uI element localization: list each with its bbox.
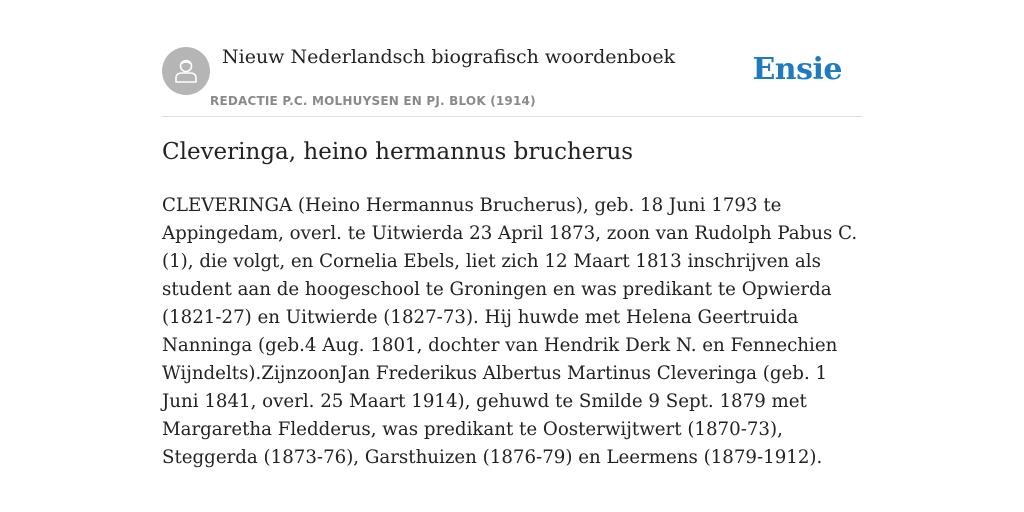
source-editors: REDACTIE P.C. MOLHUYSEN EN PJ. BLOK (1914) xyxy=(210,94,536,108)
avatar[interactable] xyxy=(162,47,210,95)
entry-body: CLEVERINGA (Heino Hermannus Brucherus), geb. 18 Juni 1793 te Appingedam, overl. te Uitwierda 23 April 1873, zoon van Rudolph Pabus C. (1), die volgt, en Cornelia Ebels, liet zich 12 Maart 1813 inschrijven als student aan de hoogeschool te Groningen en was predikant te Opwierda (1821-27) en Uitwierde (1827-73). Hij huwde met Helena Geertruida Nanninga (geb.4 Aug. 1801, dochter van Hendrik Derk N. en Fennechien Wijndelts).ZijnzoonJan Frederikus Albertus Martinus Cleveringa (geb. 1 Juni 1841, overl. 25 Maart 1914), gehuwd te Smilde 9 Sept. 1879 met Margaretha Fledderus, was predikant te Oosterwijtwert (1870-73), Steggerda (1873-76), Garsthuizen (1876-79) en Leermens (1879-1912). xyxy=(162,195,858,468)
user-icon xyxy=(172,57,200,85)
entry-title: Cleveringa, heino hermannus brucherus xyxy=(162,139,634,165)
brand-logo[interactable]: Ensie xyxy=(752,52,842,87)
source-header xyxy=(162,46,862,117)
source-title[interactable]: Nieuw Nederlandsch biografisch woordenboek xyxy=(222,46,676,68)
